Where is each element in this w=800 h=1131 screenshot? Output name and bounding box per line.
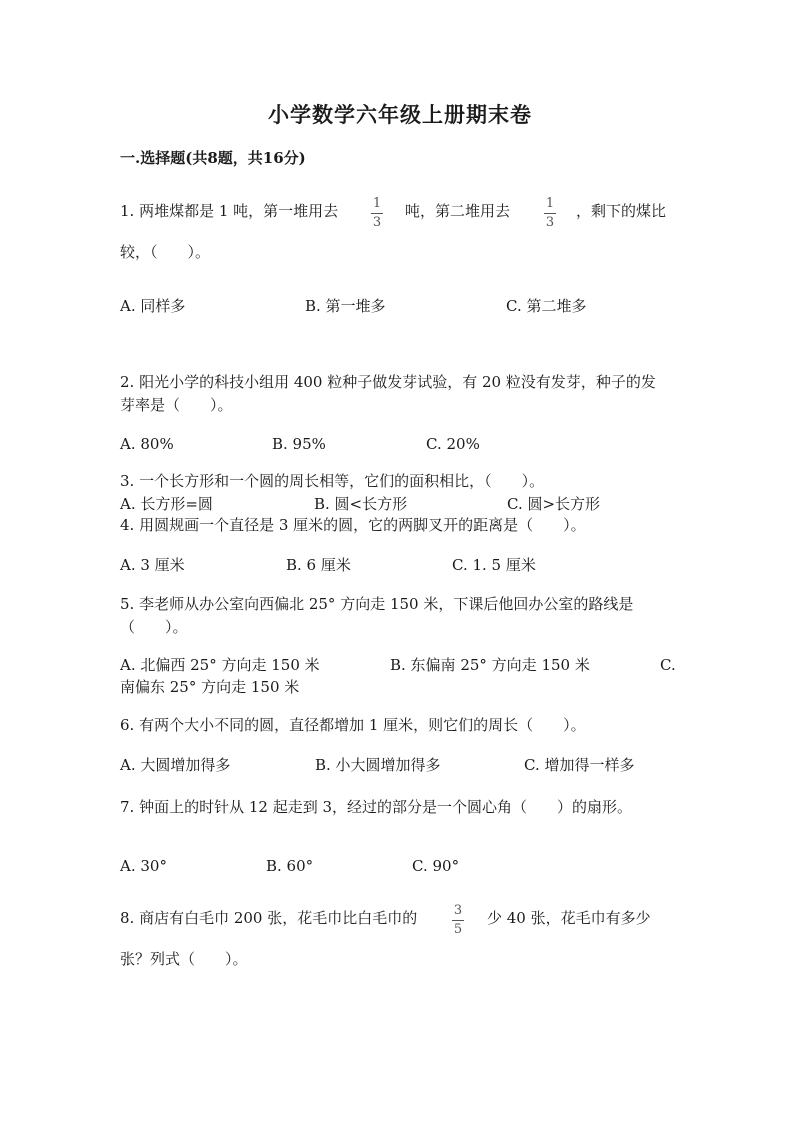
question-4-option-c: C. 1. 5 厘米 <box>452 556 536 574</box>
question-8-text-part2: 少 40 张，花毛巾有多少 <box>487 909 651 927</box>
question-5-option-a: A. 北偏西 25° 方向走 150 米 <box>120 656 320 674</box>
question-6-option-c: C. 增加得一样多 <box>524 756 635 774</box>
question-6-option-b: B. 小大圆增加得多 <box>315 756 441 774</box>
question-2-option-a: A. 80% <box>120 435 174 453</box>
page-title: 小学数学六年级上册期末卷 <box>268 102 532 127</box>
question-2-text-line2: 芽率是（ ）。 <box>120 396 233 414</box>
question-5-text-line2: （ ）。 <box>120 618 188 636</box>
question-7-text-line1: 7. 钟面上的时针从 12 起走到 3，经过的部分是一个圆心角（ ）的扇形。 <box>120 798 633 816</box>
question-1-option-c: C. 第二堆多 <box>506 297 587 315</box>
fraction-numerator: 3 <box>453 903 463 918</box>
question-3-option-b: B. 圆<长方形 <box>314 495 408 513</box>
section-heading: 一.选择题(共8题，共16分) <box>120 149 306 167</box>
fraction-one-third <box>370 197 384 230</box>
question-5-option-b: B. 东偏南 25° 方向走 150 米 <box>390 656 590 674</box>
fraction-denominator: 5 <box>453 922 463 937</box>
question-6-option-a: A. 大圆增加得多 <box>120 756 231 774</box>
fraction-numerator: 1 <box>372 196 382 211</box>
fraction-bar <box>544 213 556 214</box>
question-3-text-line1: 3. 一个长方形和一个圆的周长相等，它们的面积相比，（ ）。 <box>120 472 545 490</box>
question-6-text-line1: 6. 有两个大小不同的圆，直径都增加 1 厘米，则它们的周长（ ）。 <box>120 716 586 734</box>
question-2-text-line1: 2. 阳光小学的科技小组用 400 粒种子做发芽试验，有 20 粒没有发芽，种子的发 <box>120 373 656 391</box>
fraction-bar <box>452 920 464 921</box>
fraction-numerator: 1 <box>545 196 555 211</box>
question-2-option-c: C. 20% <box>426 435 480 453</box>
question-1-text-part3: ，剩下的煤比 <box>576 202 667 220</box>
fraction-denominator: 3 <box>372 215 382 230</box>
question-1-text-line2: 较，（ ）。 <box>120 243 211 261</box>
fraction-one-third-2 <box>543 197 557 230</box>
question-7-option-b: B. 60° <box>266 857 314 875</box>
question-1-text-part1: 1. 两堆煤都是 1 吨，第一堆用去 <box>120 202 339 220</box>
question-2-option-b: B. 95% <box>272 435 326 453</box>
question-8-text-part1: 8. 商店有白毛巾 200 张，花毛巾比白毛巾的 <box>120 909 418 927</box>
fraction-denominator: 3 <box>545 215 555 230</box>
question-7-option-a: A. 30° <box>120 857 167 875</box>
question-4-text-line1: 4. 用圆规画一个直径是 3 厘米的圆，它的两脚叉开的距离是（ ）。 <box>120 516 586 534</box>
question-1-option-a: A. 同样多 <box>120 297 186 315</box>
question-4-option-a: A. 3 厘米 <box>120 556 185 574</box>
question-1-text-part2: 吨，第二堆用去 <box>405 202 511 220</box>
question-3-option-c: C. 圆>长方形 <box>507 495 601 513</box>
fraction-three-fifths <box>451 904 465 937</box>
question-5-text-line1: 5. 李老师从办公室向西偏北 25° 方向走 150 米，下课后他回办公室的路线是 <box>120 595 634 613</box>
question-7-option-c: C. 90° <box>412 857 460 875</box>
question-5-option-c: C. <box>660 656 676 674</box>
fraction-bar <box>371 213 383 214</box>
question-5-option-c-text: 南偏东 25° 方向走 150 米 <box>120 678 300 696</box>
question-3-option-a: A. 长方形=圆 <box>120 495 213 513</box>
question-1-option-b: B. 第一堆多 <box>305 297 386 315</box>
question-4-option-b: B. 6 厘米 <box>286 556 351 574</box>
question-8-text-line2: 张？列式（ ）。 <box>120 950 248 968</box>
